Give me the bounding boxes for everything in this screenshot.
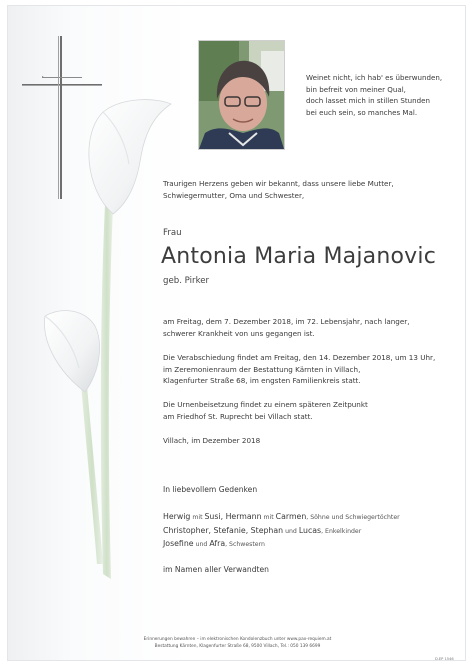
family-name: Afra [209,539,226,549]
family-connector: mit [261,514,276,521]
intro-line: Schwiegermutter, Oma und Schwester, [163,190,305,200]
family-name: Josefine [163,539,194,549]
death-notice-line: am Freitag, dem 7. Dezember 2018, im 72. Lebensjahr, nach langer, [163,317,410,326]
print-code: D.EP 1546 [435,657,454,661]
maiden-name: geb. Pirker [163,276,210,286]
poem-line: doch lasset mich in stillen Stunden [306,96,431,105]
footer-address-line: Bestattung Kärnten, Klagenfurter Straße 68, 9500 Villach, Tel.: 050 139 6699 [154,644,321,649]
family-name: Carmen [275,512,307,521]
urn-line: Die Urnenbeisetzung findet zu einem späteren Zeitpunkt [163,400,368,409]
intro-text [163,178,463,201]
family-name: Lucas [298,525,322,535]
death-notice-line: schwerer Krankheit von uns gegangen ist. [163,328,315,338]
family-relation: , Söhne und Schwiegertöchter [306,514,400,521]
obituary-card [7,5,466,661]
farewell-line: Klagenfurter Straße 68, im engsten Familienkreis statt. [163,376,361,385]
portrait-photo [198,40,285,150]
family-list [163,511,400,552]
farewell-line: im Zeremonienraum der Bestattung Kärnten in Villach, [163,364,361,374]
family-connector: und [193,541,210,549]
footer-condolence-line[interactable]: Erinnerungen bewahren – im elektronischen Kondolenzbuch unter www.pax-requiem.at [143,637,332,642]
poem-line: Weinet nicht, ich hab' es überwunden, [306,73,443,82]
family-line-sons [163,511,400,525]
family-name: Hermann [225,512,262,521]
urn-line: am Friedhof St. Ruprecht bei Villach statt. [163,411,313,421]
family-relation: , Schwestern [225,541,265,549]
death-notice [163,316,410,339]
place-date: Villach, im Dezember 2018 [163,436,261,445]
deceased-name: Antonia Maria Majanovic [161,244,436,269]
family-line-grandchildren [163,525,400,539]
poem-line: bei euch sein, so manches Mal. [306,107,418,117]
urn-burial-info [163,399,368,422]
farewell-line: Die Verabschiedung findet am Freitag, den 14. Dezember 2018, um 13 Uhr, [163,353,436,362]
intro-line: Traurigen Herzens geben wir bekannt, dass unsere liebe Mutter, [163,179,394,188]
family-separator: , [220,512,226,521]
mourning-line: In liebevollem Gedenken [163,485,258,494]
portrait-image [199,41,284,149]
salutation: Frau [163,228,182,238]
poem [306,72,466,118]
family-line-sisters [163,538,400,552]
footer [8,636,467,650]
farewell-info [163,352,435,387]
family-relation: , Enkelkinder [321,527,362,535]
family-connector: und [283,527,299,535]
family-name: Herwig [163,512,191,521]
family-connector: mit [190,514,205,521]
relatives-line: im Namen aller Verwandten [163,565,269,574]
calla-lily-illustration [33,94,183,599]
poem-line: bin befreit von meiner Qual, [306,84,406,94]
family-name: Susi [204,512,221,521]
family-name: Christopher, Stefanie, Stephan [163,525,284,535]
